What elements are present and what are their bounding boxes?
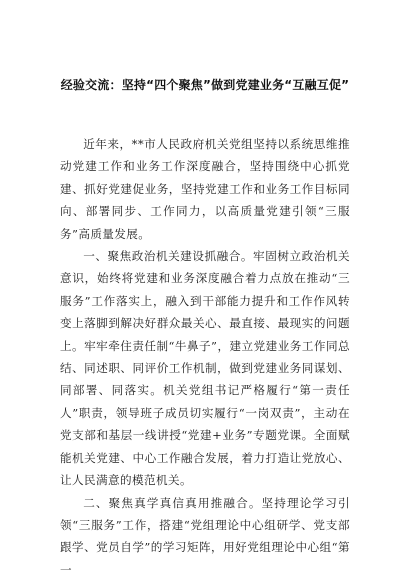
paragraph-section-1: 一、聚焦政治机关建设抓融合。牢固树立政治机关意识，始终将党建和业务深度融合着力点放在推动“三服务”工作落实上，融入到干部能力提升和工作作风转变上落脚到解决好群众最关心、最直接、最现实的问题上。牢牢牵住责任制“牛鼻子”，建立党建业务工作同总结、同述职、同评价工作机制，做到党建业务同谋划、同部署、同落实。机关党组书记严格履行“第一责任人”职责，领导班子成员切实履行“一岗双责”，主动在党支部和基层一线讲授“党建+业务”专题党课。全面赋能机关党建、中心工作融合发展，着力打造让党放心、让人民满意的模范机关。 — [60, 249, 350, 488]
paragraph-intro: 近年来，**市人民政府机关党组坚持以系统思维推动党建工作和业务工作深度融合，坚持围绕中心抓党建、抓好党建促业务，坚持党建工作和业务工作目标同向、部署同步、工作同力，以高质量党建引领“三服务”高质量发展。 — [60, 137, 350, 241]
document-title: 经验交流：坚持“四个聚焦”做到党建业务“互融互促” — [60, 78, 350, 92]
paragraph-section-2: 二、聚焦真学真信真用推融合。坚持理论学习引领“三服务”工作，搭建“党组理论中心组研学、党支部跟学、党员自学”的学习矩阵，用好党组理论中心组“第一 — [60, 495, 350, 577]
